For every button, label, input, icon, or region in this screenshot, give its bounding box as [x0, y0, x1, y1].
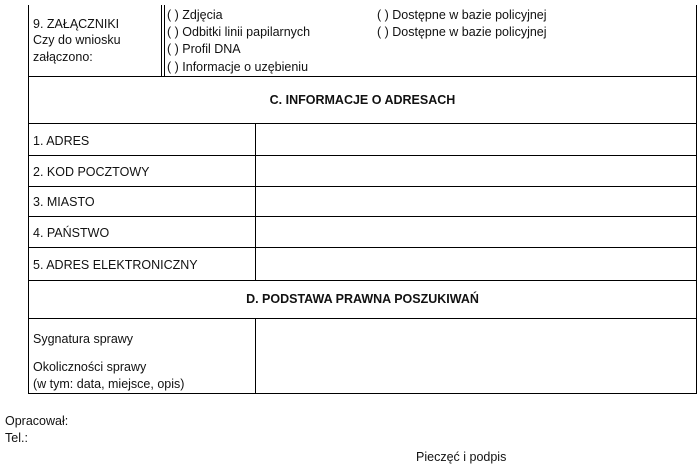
case-signature-label: Sygnatura sprawy: [33, 332, 134, 346]
prepared-by-label: Opracował:: [5, 414, 69, 428]
checkbox-dental-info[interactable]: ( ) Informacje o uzębieniu: [167, 60, 309, 74]
checkbox-fingerprints[interactable]: ( ) Odbitki linii papilarnych: [167, 25, 311, 39]
city-label: 3. MIASTO: [33, 195, 95, 209]
attachments-label-line1: 9. ZAŁĄCZNIKI: [33, 17, 120, 31]
email-address-label: 5. ADRES ELEKTRONICZNY: [33, 258, 198, 272]
case-circumstances-label: Okoliczności sprawy: [33, 360, 147, 374]
table-border-right: [696, 5, 697, 394]
email-address-field[interactable]: [256, 248, 696, 280]
address-label: 1. ADRES: [33, 134, 90, 148]
checkbox-photos[interactable]: ( ) Zdjęcia: [167, 8, 223, 22]
stamp-signature-label: Pieczęć i podpis: [416, 450, 507, 464]
hline-attachments-bottom: [28, 76, 697, 77]
phone-label: Tel.:: [5, 431, 28, 445]
attachments-label-line3: załączono:: [33, 50, 93, 64]
address-field[interactable]: [256, 124, 696, 155]
table-border-bottom: [28, 393, 697, 394]
country-field[interactable]: [256, 217, 696, 247]
attachments-divider: [161, 5, 162, 76]
case-circumstances-hint: (w tym: data, miejsce, opis): [33, 377, 185, 391]
attachments-label-line2: Czy do wniosku: [33, 33, 121, 47]
postal-code-label: 2. KOD POCZTOWY: [33, 165, 150, 179]
attachments-inner-divider: [164, 5, 165, 76]
legal-basis-field[interactable]: [256, 319, 696, 393]
section-d-title: D. PODSTAWA PRAWNA POSZUKIWAŃ: [246, 292, 479, 306]
city-field[interactable]: [256, 187, 696, 216]
section-c-title: C. INFORMACJE O ADRESACH: [269, 93, 456, 107]
postal-code-field[interactable]: [256, 156, 696, 186]
checkbox-fingerprints-police-db[interactable]: ( ) Dostępne w bazie policyjnej: [377, 25, 547, 39]
checkbox-dna-profile[interactable]: ( ) Profil DNA: [167, 42, 241, 56]
table-border-left: [28, 5, 29, 394]
hline-row-5: [28, 280, 697, 281]
checkbox-photos-police-db[interactable]: ( ) Dostępne w bazie policyjnej: [377, 8, 547, 22]
country-label: 4. PAŃSTWO: [33, 226, 110, 240]
